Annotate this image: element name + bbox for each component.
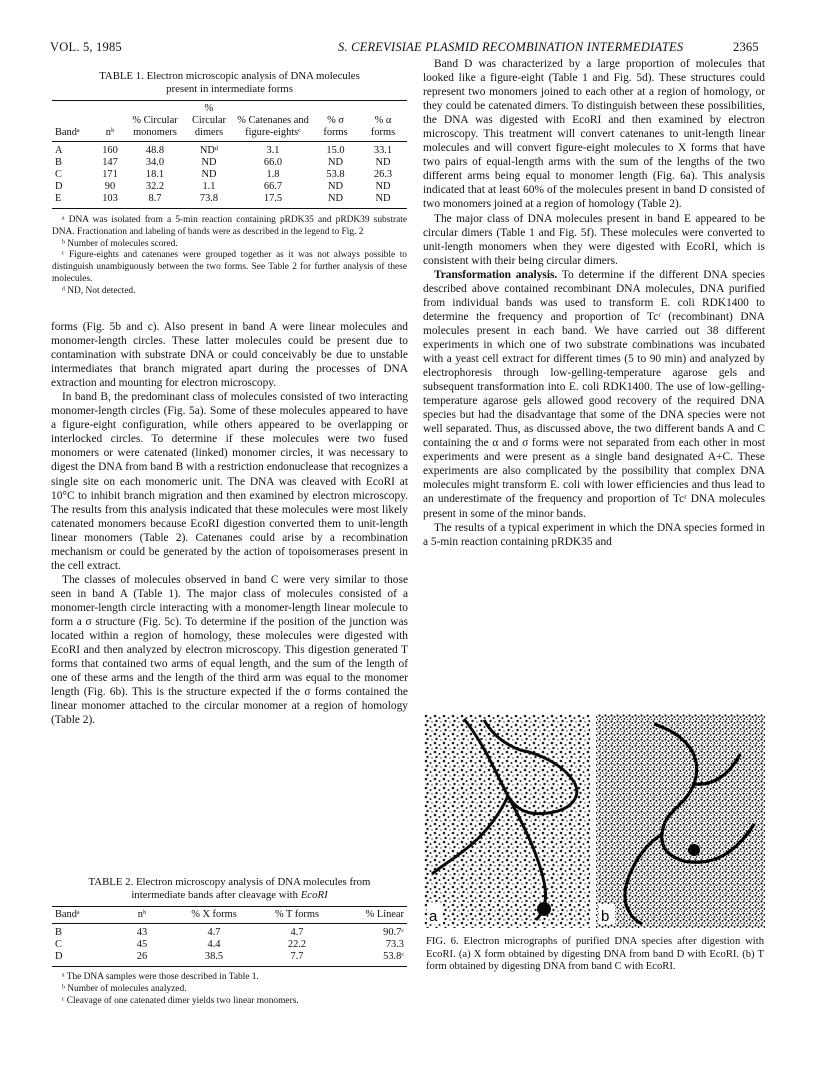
header-page-number: 2365 [733,40,759,54]
table1-grid [52,101,407,205]
table2-title [52,876,407,902]
table2-row [52,924,407,940]
table1-cell: 17.5 [263,193,283,204]
table1-cell: 160 [102,145,118,156]
table2-footnote: ᶜ Cleavage of one catenated dimer yields two linear monomers. [62,995,299,1006]
table1-cell: 103 [102,193,118,204]
table1-cell: ND [201,169,217,180]
table2-cell: C [55,939,62,950]
table1-cell: 33.1 [373,145,393,156]
table1-cell: 8.7 [148,193,162,204]
table1-footnote: ᵈ ND, Not detected. [62,285,136,296]
table2-cell: 26 [136,951,148,962]
table1-cell: 147 [102,157,118,168]
table1-row [52,142,407,158]
table1-footnote: ᵃ DNA was isolated from a 5-min reaction containing pRDK35 and pRDK39 substrate DNA. Fractionation and labeling of bands were as described in the legend to Fig. 2 [52,215,407,237]
table2-header: % X forms [170,907,258,924]
table1-cell: ND [201,157,217,168]
table1-cell: 66.0 [263,157,283,168]
figure6-panel-a [424,714,590,928]
left-paragraph: The classes of molecules observed in band C were very similar to those seen in band A (Table 1). The major class of molecules consisted of a monomer-length circle interacting with a monomer-length linear molecule to form a σ structure (Fig. 5c). To determine if the position of the junction was located within a region of homology, these molecules were digested with EcoRI and then analyzed by electron microscopy. This digestion generated T forms that contained two arms of equal length, and the sum of the length of one of these arms and the length of the third arm was equal to the monomer length (Fig. 6b). This is the structure expected if the σ forms contained the linear monomer attached to the circular monomer at a region of homology (Table 2). [51,573,408,727]
table2-cell: 53.8ᶜ [383,951,404,962]
table1-cell: 90 [104,181,116,192]
right-paragraph: Band D was characterized by a large proportion of molecules that looked like a figure-eight (Table 1 and Fig. 5d). These structures could represent two monomers joined to each other at a region of homology, or they could be catenated dimers. To distinguish between these possibilities, the DNA was digested with EcoRI and then examined by electron microscopy. This treatment will convert catenanes to unit-length linear molecules and will convert figure-eight molecules to X forms that have two pairs of equal-length arms with the sum of the lengths of the two different arms being equal to monomer length (Fig. 6a). This analysis indicated that at least 60% of the molecules present in band D consisted of two monomers joined at a region of homology (Table 2). [423,58,765,211]
figure6-label-b: b [601,908,610,925]
table2-cell: 4.7 [290,927,304,938]
table2-footnote: ᵇ Number of molecules analyzed. [62,983,187,994]
left-column-text [51,320,408,727]
table2-cell: 7.7 [290,951,304,962]
table1-row [52,169,407,181]
table2-title-line1: TABLE 2. Electron microscopy analysis of DNA molecules from [88,876,371,888]
table2-cell: 22.2 [287,939,307,950]
transformation-paragraph [423,268,765,521]
table2-cell: 43 [136,927,148,938]
figure6-label-a: a [429,908,438,925]
table1-cell: 18.1 [145,169,165,180]
table1-title [52,70,407,96]
table1-cell: D [55,181,63,192]
transformation-last-paragraph: The results of a typical experiment in which the DNA species formed in a 5-min reaction containing pRDK35 and [423,521,765,548]
table1-footnote: ᵇ Number of molecules scored. [62,238,178,249]
table1-cell: 26.3 [373,169,393,180]
table1-cell: 15.0 [326,145,345,156]
table1-cell: 34.0 [145,157,165,168]
header-volume: VOL. 5, 1985 [50,40,122,54]
table2-cell: 73.3 [385,939,404,950]
table1-title-line1: TABLE 1. Electron microscopic analysis of DNA molecules [99,70,360,82]
table2-cell: 38.5 [204,951,224,962]
table2-cell: 4.7 [207,927,221,938]
table1-row [52,181,407,193]
table1-title-line2: present in intermediate forms [166,83,293,95]
header-running-title: S. CEREVISIAE PLASMID RECOMBINATION INTERMEDIATES [338,40,684,54]
table2-header: Bandᵃ [52,907,114,924]
table1-header: % σ forms [312,101,359,142]
table1-footnotes [52,215,407,298]
table1-cell: ND [375,193,391,204]
table1-cell: 73.8 [199,193,219,204]
table1-cell: E [55,193,62,204]
table1-row [52,193,407,205]
table2-grid [52,907,407,963]
figure6-panel-b [596,714,765,928]
table2-cell: 90.7ᶜ [383,927,404,938]
right-column-text [423,57,765,549]
table1-cell: ND [327,157,343,168]
table2-title-line2: intermediate bands after cleavage with EcoRI [131,889,328,901]
table1-cell: 1.8 [266,169,280,180]
figure6-caption [426,936,764,974]
table1 [52,100,407,298]
figure6-micrographs [424,714,765,928]
table1-cell: C [55,169,62,180]
table1-cell: B [55,157,62,168]
table2 [52,906,407,1007]
transformation-text: To determine if the different DNA species described above contained recombinant DNA molecules, DNA purified from individual bands was used to transform E. coli RDK1400 to determine the frequency and proportion of Tcʳ (recombinant) DNA molecules present in each band. We have carried out 38 different experiments in which one of two substrate combinations was incubated with a yeast cell extract for different times (5 to 90 min) and analyzed by electrophoresis through low-gelling-temperature agarose gels and subsequent transformation into E. coli RDK1400. The use of low-gelling-temperature agarose gels allowed good recovery of the required DNA species but had the disadvantage that some of the DNA species were not well separated. Thus, as discussed above, the two different bands A and C containing the α and σ forms were not separated from each other in most experiments and were present as a single band designated A+C. These experiments are also complicated by the possibility that complex DNA molecules might transform E. coli with lower efficiencies and thus lead to an underestimate of the frequency and proportion of Tcʳ DNA molecules present in some of the minor bands. [423,268,765,520]
table1-cell: 1.1 [202,181,216,192]
left-paragraph: forms (Fig. 5b and c). Also present in band A were linear molecules and monomer-length circles. These latter molecules could be present due to contamination with substrate DNA or could conceivably be due to unstable intermediates that branch migrated apart during the processes of DNA extraction and mounting for electron microscopy. [51,321,408,390]
table2-footnote: ᵃ The DNA samples were those described in Table 1. [62,972,259,982]
table1-cell: ND [375,181,391,192]
table2-row [52,939,407,951]
table1-cell: 32.2 [145,181,165,192]
table1-cell: 48.8 [145,145,165,156]
table1-cell: 3.1 [266,145,280,156]
transformation-heading: Transformation analysis. [434,268,558,281]
table1-header: % Catenanes and figure-eightsᶜ [234,101,312,142]
figure6 [424,714,765,928]
table1-header: % Circular monomers [126,101,184,142]
table2-cell: D [55,951,63,962]
table1-header: % Circular dimers [184,101,234,142]
figure6-caption-text: FIG. 6. Electron micrographs of purified DNA species after digestion with EcoRI. (a) X form obtained by digesting DNA from band D with EcoRI. (b) T form obtained by digesting DNA from band C with EcoRI. [426,936,764,972]
table1-cell: 66.7 [263,181,283,192]
right-paragraph: The major class of DNA molecules present in band E appeared to be circular dimers (Table 1 and Fig. 5f). These molecules were converted to unit-length monomers when they were digested with EcoRI, which is consistent with their being circular dimers. [423,212,765,267]
table2-footnotes [52,972,407,1007]
table2-header: nᵇ [114,907,170,924]
table1-cell: ND [375,157,391,168]
table2-header: % Linear [336,907,407,924]
table1-cell: 171 [102,169,118,180]
table1-cell: A [55,145,63,156]
table2-cell: 45 [136,939,148,950]
table1-footnote: ᶜ Figure-eights and catenanes were grouped together as it was not always possible to distinguish unambiguously between the two forms. See Table 2 for further analysis of these molecules. [52,250,407,284]
left-paragraph: In band B, the predominant class of molecules consisted of two interacting monomer-length circles (Fig. 5a). Some of these molecules appeared to have a figure-eight configuration, while others appeared to be overlapping or interlocked circles. To determine if these molecules were two fused monomers or were catenated (linked) monomer circles, it was necessary to digest the DNA from band B with a restriction endonuclease that recognizes a single site on each monomeric unit. The DNA was cleaved with EcoRI at 10°C to inhibit branch migration and then examined by electron microscopy. The results from this analysis indicated that these molecules were most likely catenated monomers because EcoRI digestion converted them to unit-length linear monomers (Table 2). Catenanes could arise by a recombination mechanism or could be generated by the action of topoisomerases present in the cell extract. [51,391,408,572]
table2-header: % T forms [258,907,336,924]
table2-row [52,951,407,963]
table2-cell: 4.4 [207,939,221,950]
table1-header: nᵇ [94,101,126,142]
table1-cell: 53.8 [326,169,345,180]
table1-header: % α forms [359,101,407,142]
table1-header: Bandᵃ [52,101,94,142]
table1-cell: ND [327,181,343,192]
table1-cell: NDᵈ [199,145,219,156]
table2-cell: B [55,927,62,938]
table1-row [52,157,407,169]
table1-cell: ND [327,193,343,204]
